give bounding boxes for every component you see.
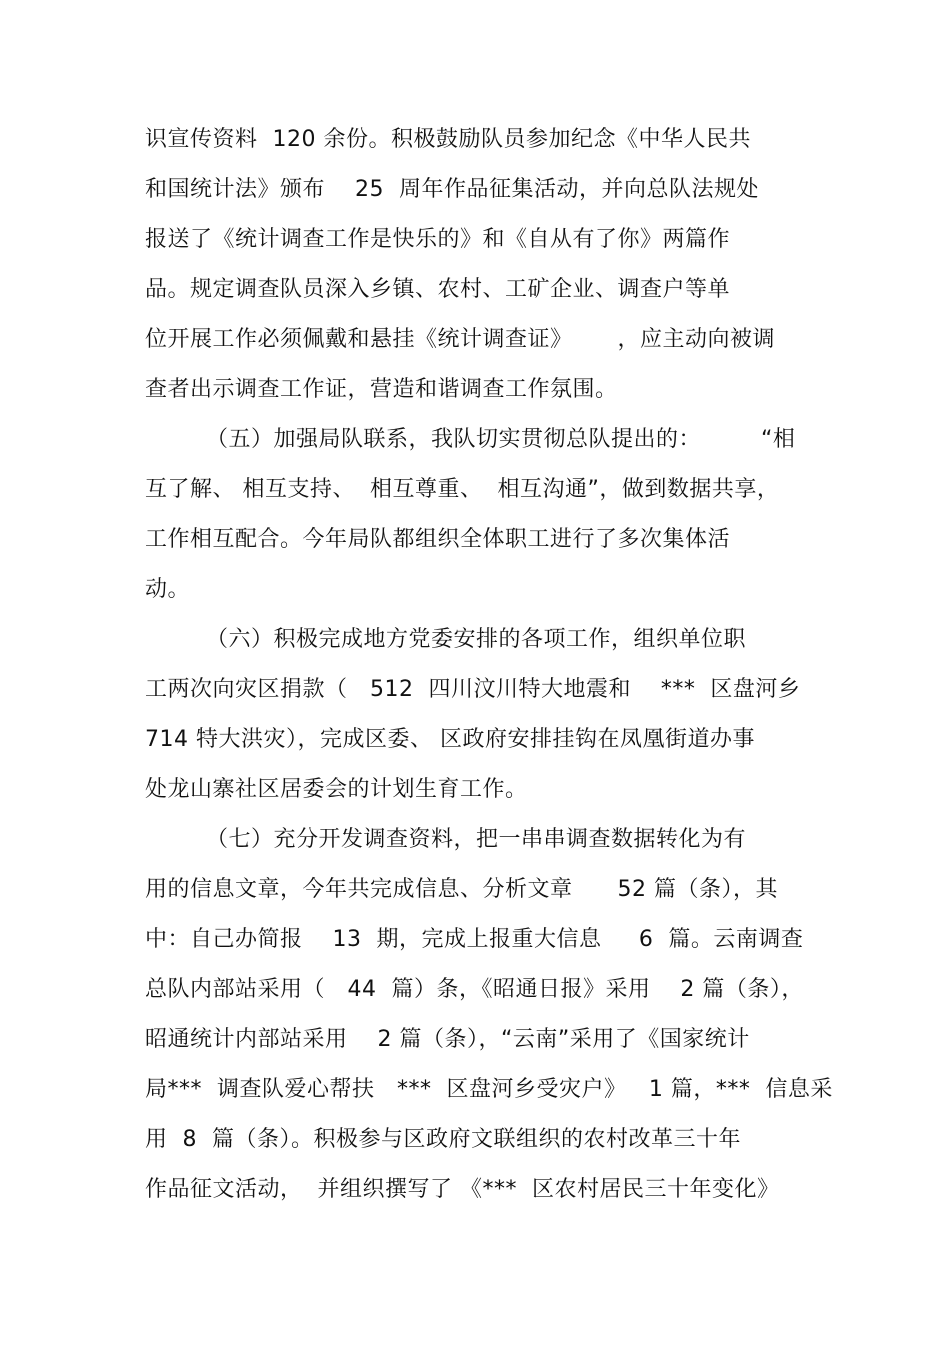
text-line: 中：自己办简报 13 期，完成上报重大信息 6 篇。云南调查 bbox=[145, 927, 804, 952]
text-line: 作品征文活动， 并组织撰写了 《*** 区农村居民三十年变化》 bbox=[145, 1177, 780, 1202]
text-line: 品。规定调查队员深入乡镇、农村、工矿企业、调查户等单 bbox=[145, 277, 731, 302]
text-line: 动。 bbox=[145, 577, 191, 602]
paragraph-seven-start: （七）充分开发调查资料，把一串串调查数据转化为有 bbox=[206, 827, 747, 852]
text-line: 用 8 篇（条）。积极参与区政府文联组织的农村改革三十年 bbox=[145, 1127, 741, 1152]
text-line: 用的信息文章，今年共完成信息、分析文章 52 篇（条），其 bbox=[145, 877, 778, 902]
text-line: 报送了《统计调查工作是快乐的》和《自从有了你》两篇作 bbox=[145, 227, 731, 252]
text-line: 位开展工作必须佩戴和悬挂《统计调查证》 ，应主动向被调 bbox=[145, 327, 775, 352]
paragraph-five-start: （五）加强局队联系，我队切实贯彻总队提出的： “相 bbox=[206, 427, 796, 452]
text-line: 互了解、 相互支持、 相互尊重、 相互沟通”，做到数据共享， bbox=[145, 477, 780, 502]
text-line: 查者出示调查工作证，营造和谐调查工作氛围。 bbox=[145, 377, 618, 402]
text-line: 总队内部站采用（ 44 篇）条，《昭通日报》采用 2 篇（条）， bbox=[145, 977, 804, 1002]
text-line: 识宣传资料 120 余份。积极鼓励队员参加纪念《中华人民共 bbox=[145, 127, 751, 152]
text-line: 工作相互配合。今年局队都组织全体职工进行了多次集体活 bbox=[145, 527, 731, 552]
text-line: 局*** 调查队爱心帮扶 *** 区盘河乡受灾户》 1 篇，*** 信息采 bbox=[145, 1077, 833, 1102]
text-line: 工两次向灾区捐款（ 512 四川汶川特大地震和 *** 区盘河乡 bbox=[145, 677, 801, 702]
text-line: 和国统计法》颁布 25 周年作品征集活动，并向总队法规处 bbox=[145, 177, 759, 202]
text-line: 714 特大洪灾），完成区委、 区政府安排挂钩在凤凰街道办事 bbox=[145, 727, 755, 752]
text-line: 处龙山寨社区居委会的计划生育工作。 bbox=[145, 777, 528, 802]
text-line: 昭通统计内部站采用 2 篇（条），“云南”采用了《国家统计 bbox=[145, 1027, 750, 1052]
paragraph-six-start: （六）积极完成地方党委安排的各项工作，组织单位职 bbox=[206, 627, 747, 652]
